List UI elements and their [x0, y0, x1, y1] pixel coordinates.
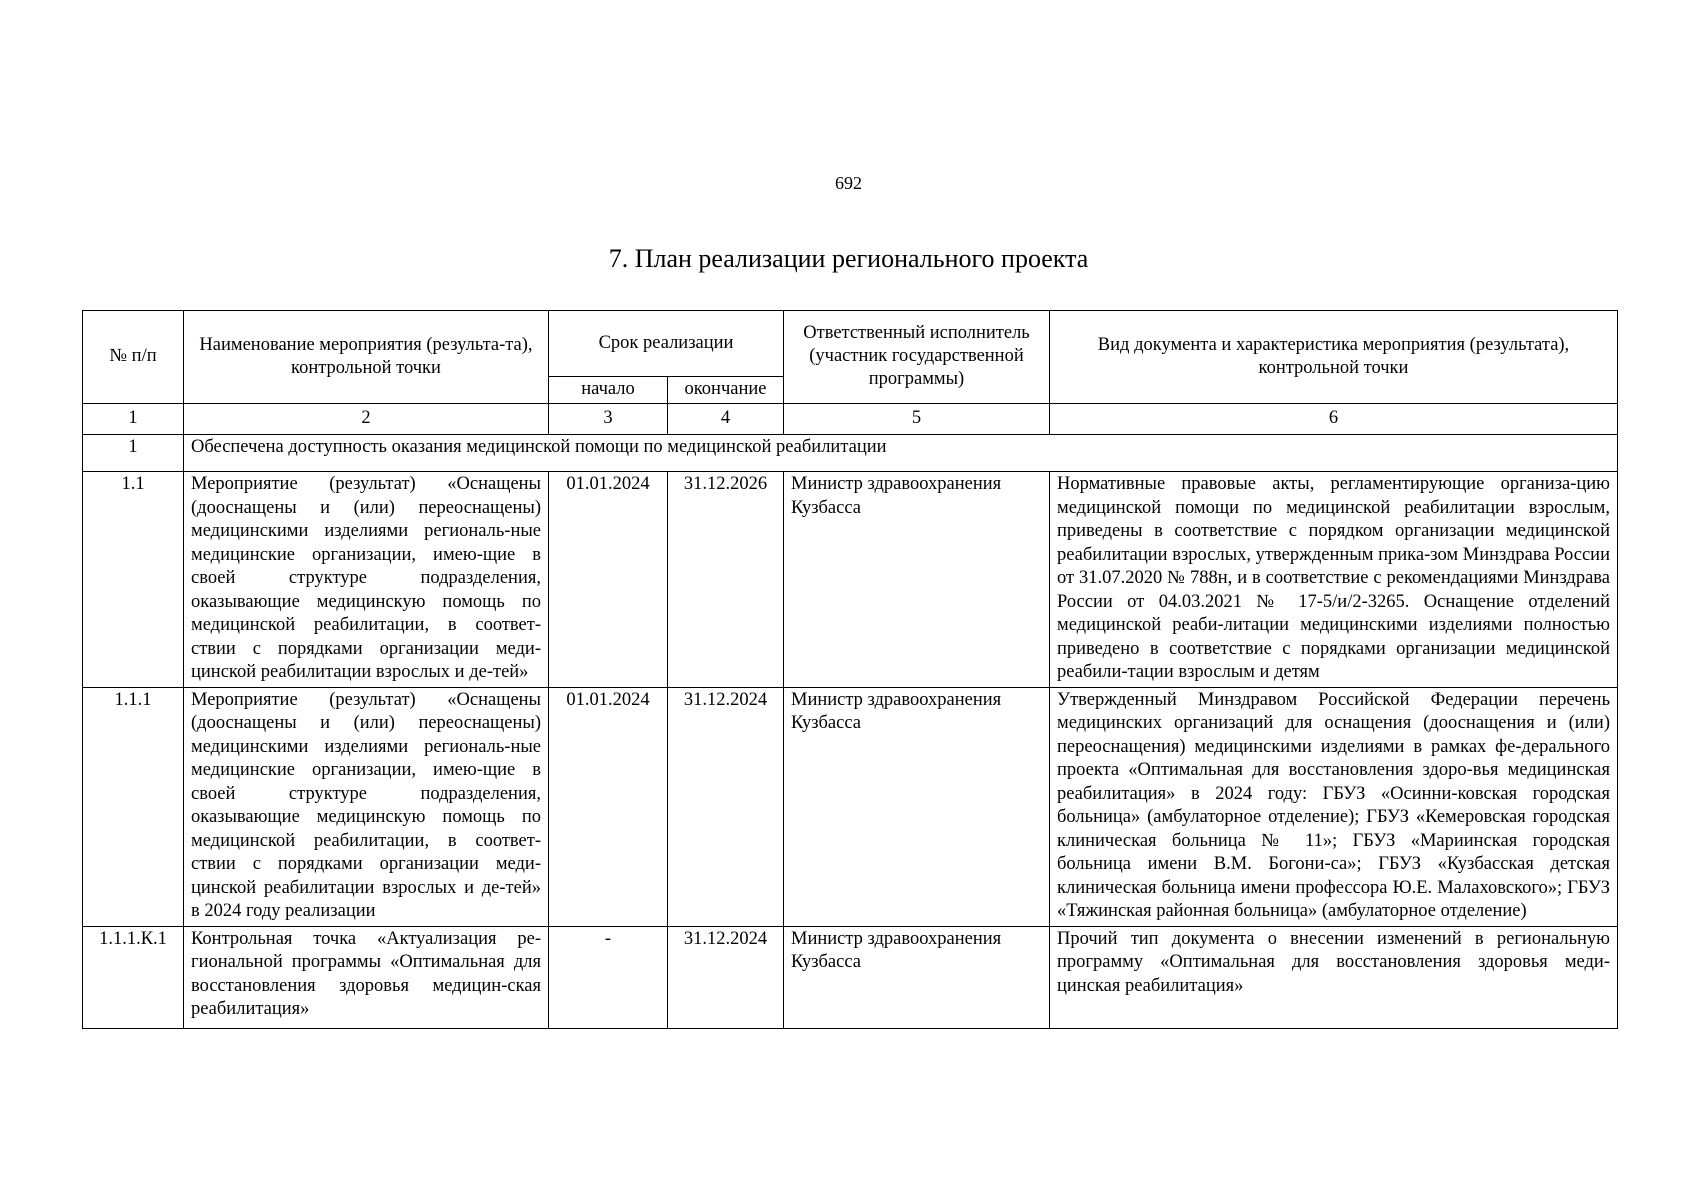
row-name: Мероприятие (результат) «Оснащены (дооснащены и (или) переоснащены) медицинскими изделиями региональ-ные медицинские организации, имею-щие в своей структуре подразделения, оказывающие медицинскую помощь по медицинской реабилитации, в соответ-ствии с порядками организации меди-цинской реабилитации взрослых и де-тей»: [184, 472, 549, 688]
column-number: 2: [184, 404, 549, 435]
table-row: [83, 472, 1618, 688]
row-document: Нормативные правовые акты, регламентирующие организа-цию медицинской помощи по медицинской реабилитации взрослым, приведены в соответствие с порядком организации медицинской реабилитации взрослых, утвержденным прика-зом Минздрава России от 31.07.2020 № 788н, и в соответствие с рекомендациями Минздрава России от 04.03.2021 № 17-5/и/2-3265. Оснащение отделений медицинской реаби-литации медицинскими изделиями полностью приведено в соответствие с порядками организации медицинской реабили-тации взрослым и детям: [1050, 472, 1618, 688]
row-number: 1.1.1: [83, 687, 184, 926]
column-number: 4: [668, 404, 784, 435]
row-end-date: 31.12.2024: [668, 926, 784, 1028]
row-number: 1.1: [83, 472, 184, 688]
column-numbers-row: [83, 404, 1618, 435]
header-responsible: Ответственный исполнитель (участник государственной программы): [784, 311, 1050, 404]
row-name: Контрольная точка «Актуализация ре-гиональной программы «Оптимальная для восстановления здоровья медицин-ская реабилитация»: [184, 926, 549, 1028]
section-row: [83, 434, 1618, 472]
section-title-cell: Обеспечена доступность оказания медицинской помощи по медицинской реабилитации: [184, 434, 1618, 472]
row-start-date: 01.01.2024: [549, 687, 668, 926]
column-number: 6: [1050, 404, 1618, 435]
header-number: № п/п: [83, 311, 184, 404]
row-responsible: Министр здравоохранения Кузбасса: [784, 687, 1050, 926]
page-number: 692: [835, 173, 862, 193]
column-number: 1: [83, 404, 184, 435]
table-row: [83, 926, 1618, 1028]
row-responsible: Министр здравоохранения Кузбасса: [784, 926, 1050, 1028]
section-number: 1: [83, 434, 184, 472]
row-start-date: 01.01.2024: [549, 472, 668, 688]
table-row: [83, 687, 1618, 926]
header-end: окончание: [668, 377, 784, 404]
row-document: Прочий тип документа о внесении изменений в региональную программу «Оптимальная для восстановления здоровья меди-цинская реабилитация»: [1050, 926, 1618, 1028]
row-start-date: -: [549, 926, 668, 1028]
header-period: Срок реализации: [549, 311, 784, 377]
column-number: 3: [549, 404, 668, 435]
row-end-date: 31.12.2024: [668, 687, 784, 926]
row-name: Мероприятие (результат) «Оснащены (дооснащены и (или) переоснащены) медицинскими изделиями региональ-ные медицинские организации, имею-щие в своей структуре подразделения, оказывающие медицинскую помощь по медицинской реабилитации, в соответ-ствии с порядками организации меди-цинской реабилитации взрослых и де-тей» в 2024 году реализации: [184, 687, 549, 926]
row-number: 1.1.1.К.1: [83, 926, 184, 1028]
header-name: Наименование мероприятия (результа-та), контрольной точки: [184, 311, 549, 404]
column-number: 5: [784, 404, 1050, 435]
row-responsible: Министр здравоохранения Кузбасса: [784, 472, 1050, 688]
implementation-plan-table: [82, 310, 1618, 1029]
row-end-date: 31.12.2026: [668, 472, 784, 688]
section-title: 7. План реализации регионального проекта: [608, 244, 1089, 273]
table-header: [83, 311, 1618, 404]
header-document: Вид документа и характеристика мероприятия (результата), контрольной точки: [1050, 311, 1618, 404]
row-document: Утвержденный Минздравом Российской Федерации перечень медицинских организаций для оснащения (дооснащения и (или) переоснащения) медицинскими изделиями в рамках фе-дерального проекта «Оптимальная для восстановления здоро-вья медицинская реабилитация» в 2024 году: ГБУЗ «Осинни-ковская городская больница» (амбулаторное отделение); ГБУЗ «Кемеровская городская клиническая больница № 11»; ГБУЗ «Мариинская городская больница имени В.М. Богони-са»; ГБУЗ «Кузбасская детская клиническая больница имени профессора Ю.Е. Малаховского»; ГБУЗ «Тяжинская районная больница» (амбулаторное отделение): [1050, 687, 1618, 926]
header-start: начало: [549, 377, 668, 404]
